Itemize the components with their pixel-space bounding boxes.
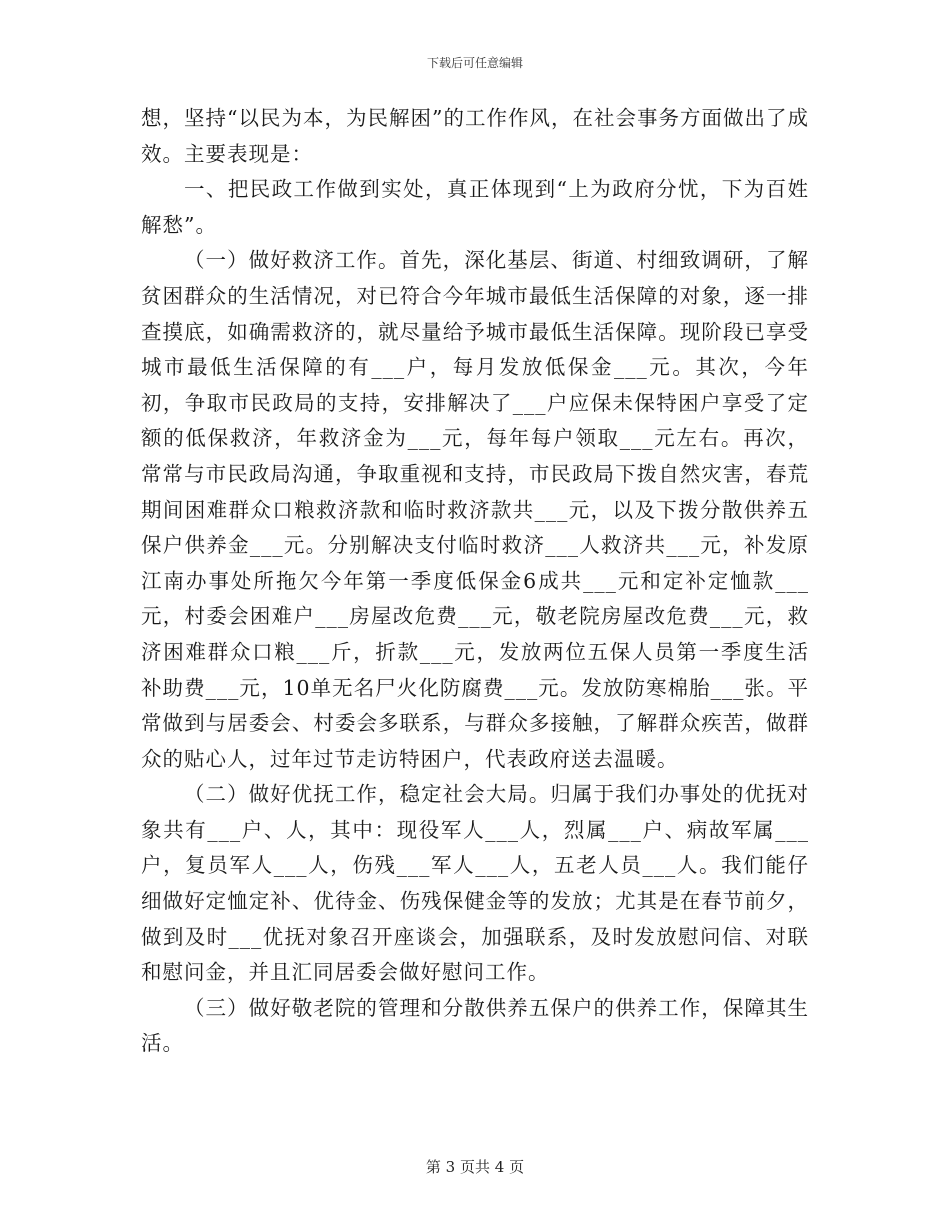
- document-body: [141, 101, 809, 1062]
- paragraph-nursing-home: （三）做好敬老院的管理和分散供养五保户的供养工作，保障其生活。: [141, 995, 809, 1056]
- paragraph-preferential-care: （二）做好优抚工作，稳定社会大局。归属于我们办事处的优抚对象共有___户、人，其中：现役军人___人，烈属___户、病故军属___户，复员军人___人，伤残___军人___人，五老人员___人。我们能仔细做好定恤定补、优待金、伤残保健金等的发放；尤其是在春节前夕，做到及时___优抚对象召开座谈会，加强联系，及时发放慰问信、对联和慰问金，并且汇同居委会做好慰问工作。: [141, 782, 809, 985]
- page-footer: 第 3 页共 4 页: [425, 1158, 525, 1176]
- paragraph-section-one: 一、把民政工作做到实处，真正体现到“上为政府分忧，下为百姓解愁”。: [141, 177, 809, 237]
- paragraph-continuation: 想，坚持“以民为本，为民解困”的工作作风，在社会事务方面做出了成效。主要表现是：: [141, 106, 809, 166]
- page-header: 下载后可任意编辑: [426, 56, 523, 70]
- paragraph-relief-work: （一）做好救济工作。首先，深化基层、街道、村细致调研，了解贫困群众的生活情况，对已符合今年城市最低生活保障的对象，逐一排查摸底，如确需救济的，就尽量给予城市最低生活保障。现阶段已享受城市最低生活保障的有___户，每月发放低保金___元。其次，今年初，争取市民政局的支持，安排解决了___户应保未保特困户享受了定额的低保救济，年救济金为___元，每年每户领取___元左右。再次，常常与市民政局沟通，争取重视和支持，市民政局下拨自然灾害，春荒期间困难群众口粮救济款和临时救济款共___元，以及下拨分散供养五保户供养金___元。分别解决支付临时救济___人救济共___元，补发原江南办事处所拖欠今年第一季度低保金6成共___元和定补定恤款___元，村委会困难户___房屋改危费___元，敬老院房屋改危费___元，救济困难群众口粮___斤，折款___元，发放两位五保人员第一季度生活补助费___元，10单无名尸火化防腐费___元。发放防寒棉胎___张。平常做到与居委会、村委会多联系，与群众多接触，了解群众疾苦，做群众的贴心人，过年过节走访特困户，代表政府送去温暖。: [141, 248, 809, 771]
